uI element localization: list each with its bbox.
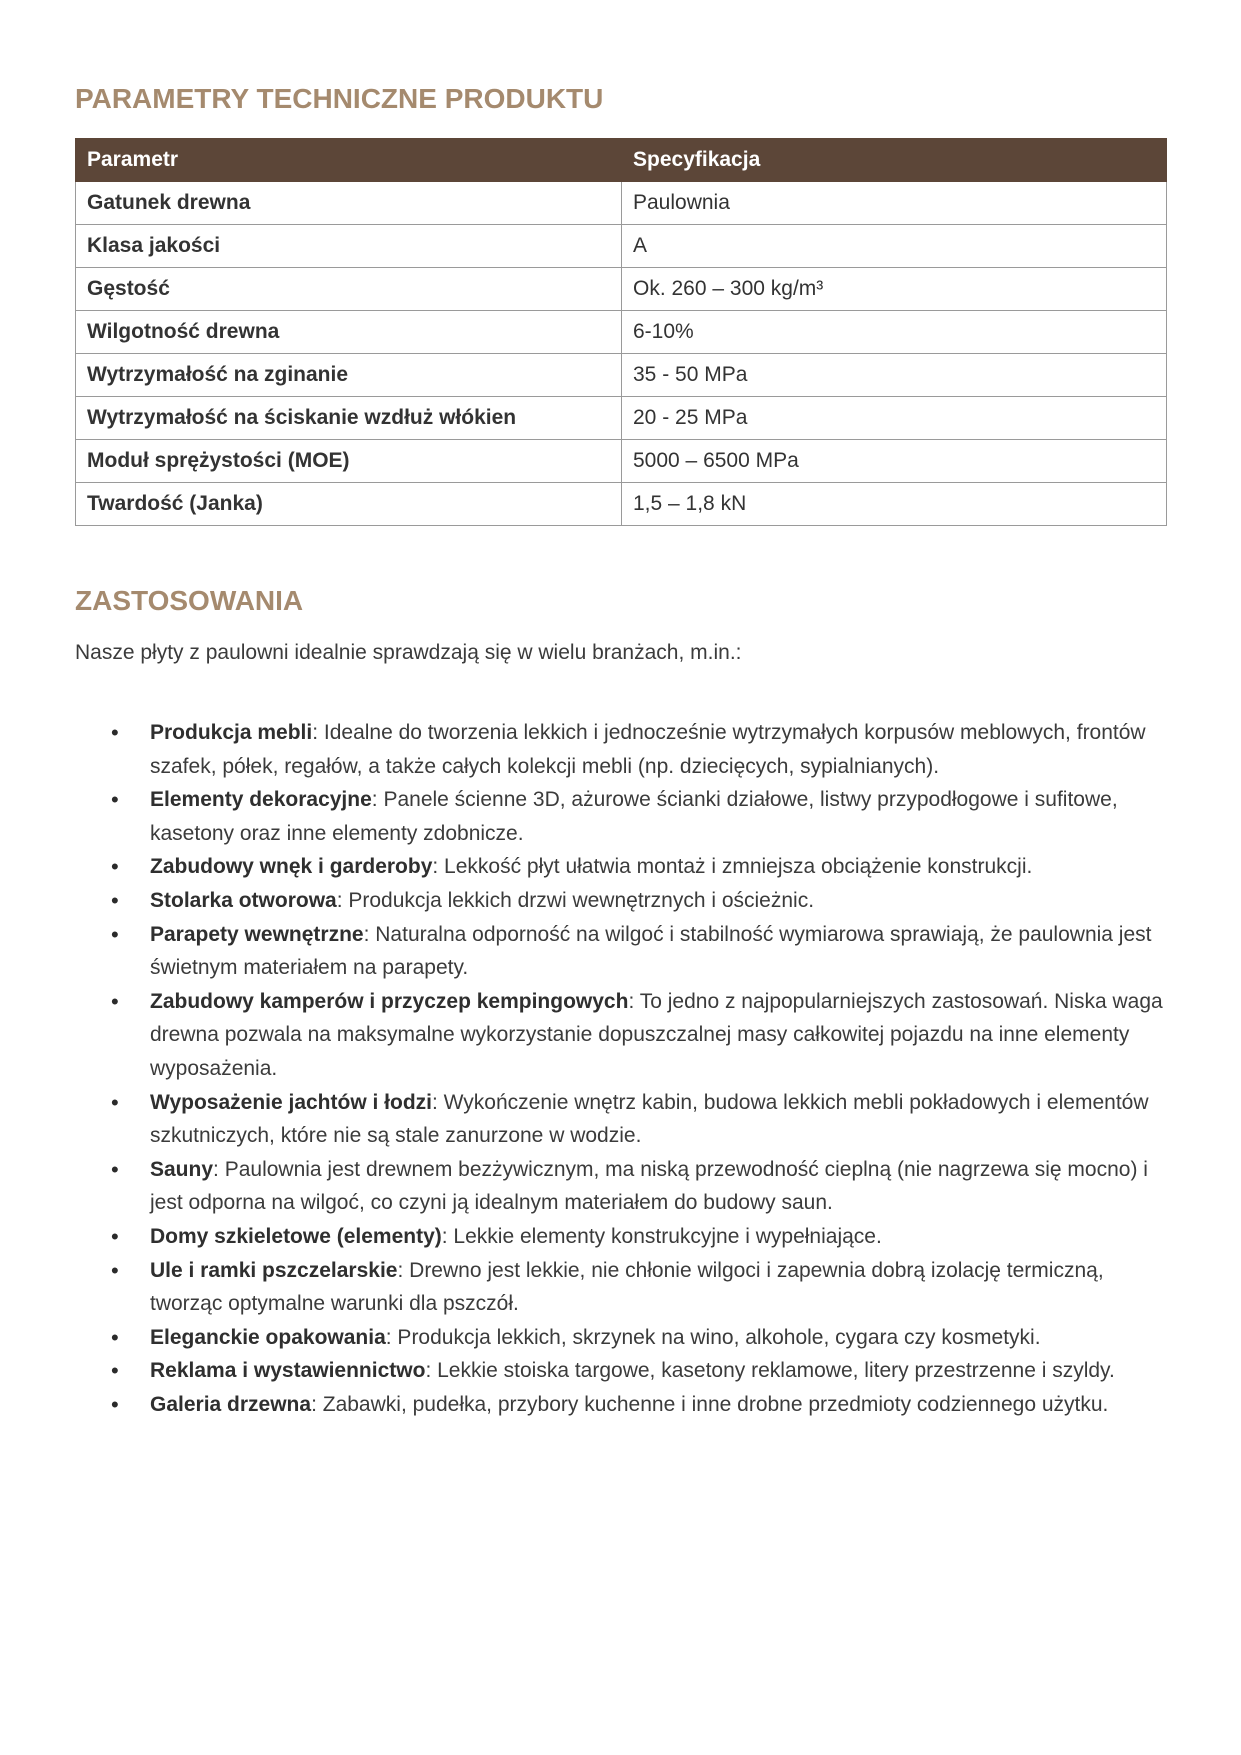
parameter-cell: Gatunek drewna	[76, 182, 622, 225]
list-item-description: : Paulownia jest drewnem bezżywicznym, ma niską przewodność cieplną (nie nagrzewa się mocno) i jest odporna na wilgoć, co czyni ją idealnym materiałem do budowy saun.	[150, 1157, 1148, 1215]
list-item-term: Domy szkieletowe (elementy)	[150, 1224, 442, 1248]
list-item-description: : Wykończenie wnętrz kabin, budowa lekkich mebli pokładowych i elementów szkutniczych, które nie są stale zanurzone w wodzie.	[150, 1090, 1149, 1148]
specification-cell: 35 - 50 MPa	[622, 354, 1167, 397]
list-item	[75, 1321, 1170, 1355]
list-item-description: : Panele ścienne 3D, ażurowe ścianki działowe, listwy przypodłogowe i sufitowe, kasetony oraz inne elementy zdobnicze.	[150, 788, 1118, 845]
parameter-cell: Twardość (Janka)	[76, 483, 622, 526]
specification-cell: 1,5 – 1,8 kN	[622, 483, 1167, 526]
list-item-term: Ule i ramki pszczelarskie	[150, 1258, 398, 1282]
list-item-description: : Naturalna odporność na wilgoć i stabilność wymiarowa sprawiają, że paulownia jest świetnym materiałem na parapety.	[150, 922, 1152, 980]
list-item	[75, 884, 1170, 918]
specification-cell: 20 - 25 MPa	[622, 397, 1167, 440]
table-row	[76, 354, 1167, 397]
list-item	[75, 918, 1170, 985]
parameter-cell: Wytrzymałość na zginanie	[76, 354, 622, 397]
specification-cell: 5000 – 6500 MPa	[622, 440, 1167, 483]
list-item-term: Galeria drzewna	[150, 1392, 312, 1416]
parameter-cell: Wilgotność drewna	[76, 311, 622, 354]
list-item-term: Wyposażenie jachtów i łodzi	[150, 1090, 432, 1114]
applications-intro: Nasze płyty z paulowni idealnie sprawdzają się w wielu branżach, m.in.:	[75, 641, 742, 664]
applications-list	[75, 716, 1170, 1421]
list-item-description: : To jedno z najpopularniejszych zastosowań. Niska waga drewna pozwala na maksymalne wykorzystanie dopuszczalnej masy całkowitej pojazdu na inne elementy wyposażenia.	[150, 989, 1163, 1080]
list-item	[75, 1388, 1170, 1422]
technical-parameters-table	[75, 138, 1167, 526]
table-header-row	[76, 139, 1167, 182]
list-item	[75, 1220, 1170, 1254]
list-item-description: : Lekkość płyt ułatwia montaż i zmniejsza obciążenie konstrukcji.	[432, 855, 1033, 879]
specification-cell: Ok. 260 – 300 kg/m³	[622, 268, 1167, 311]
list-item	[75, 1254, 1170, 1321]
table-row	[76, 225, 1167, 268]
list-item-description: : Lekkie stoiska targowe, kasetony reklamowe, litery przestrzenne i szyldy.	[425, 1359, 1115, 1383]
parameter-cell: Gęstość	[76, 268, 622, 311]
list-item	[75, 1086, 1170, 1153]
list-item-description: : Produkcja lekkich, skrzynek na wino, alkohole, cygara czy kosmetyki.	[385, 1325, 1041, 1349]
list-item	[75, 850, 1170, 884]
table-row	[76, 311, 1167, 354]
list-item-term: Elementy dekoracyjne	[150, 788, 372, 812]
list-item-description: : Drewno jest lekkie, nie chłonie wilgoci i zapewnia dobrą izolację termiczną, tworząc optymalne warunki dla pszczół.	[150, 1258, 1104, 1316]
table-row	[76, 268, 1167, 311]
parameter-cell: Moduł sprężystości (MOE)	[76, 440, 622, 483]
table-row	[76, 182, 1167, 225]
list-item	[75, 1153, 1170, 1220]
list-item-term: Eleganckie opakowania	[150, 1325, 386, 1349]
list-item-term: Zabudowy wnęk i garderoby	[150, 855, 433, 879]
list-item-description: : Idealne do tworzenia lekkich i jednocześnie wytrzymałych korpusów meblowych, frontów szafek, półek, regałów, a także całych kolekcji mebli (np. dziecięcych, sypialnianych).	[150, 721, 1146, 778]
specification-cell: 6-10%	[622, 311, 1167, 354]
list-item-description: : Zabawki, pudełka, przybory kuchenne i inne drobne przedmioty codziennego użytku.	[311, 1392, 1109, 1416]
table-row	[76, 440, 1167, 483]
list-item	[75, 783, 1170, 850]
list-item-description: : Produkcja lekkich drzwi wewnętrznych i ościeżnic.	[336, 888, 815, 912]
list-item-term: Produkcja mebli	[150, 721, 313, 744]
section-title-applications: ZASTOSOWANIA	[75, 585, 304, 616]
parameter-cell: Wytrzymałość na ściskanie wzdłuż włókien	[76, 397, 622, 440]
section-title-technical-parameters: PARAMETRY TECHNICZNE PRODUKTU	[75, 83, 604, 114]
list-item-term: Reklama i wystawiennictwo	[150, 1359, 426, 1383]
list-item	[75, 985, 1170, 1086]
list-item	[75, 716, 1170, 783]
list-item	[75, 1354, 1170, 1388]
list-item-term: Zabudowy kamperów i przyczep kempingowych	[150, 989, 629, 1013]
table-row	[76, 397, 1167, 440]
list-item-term: Sauny	[150, 1157, 214, 1181]
specification-cell: A	[622, 225, 1167, 268]
column-header-specification: Specyfikacja	[622, 139, 1167, 182]
list-item-term: Parapety wewnętrzne	[150, 922, 364, 946]
table-row	[76, 483, 1167, 526]
parameter-cell: Klasa jakości	[76, 225, 622, 268]
specification-cell: Paulownia	[622, 182, 1167, 225]
list-item-term: Stolarka otworowa	[150, 888, 337, 912]
column-header-parameter: Parametr	[76, 139, 622, 182]
list-item-description: : Lekkie elementy konstrukcyjne i wypełniające.	[441, 1224, 882, 1248]
table-body	[76, 182, 1167, 526]
